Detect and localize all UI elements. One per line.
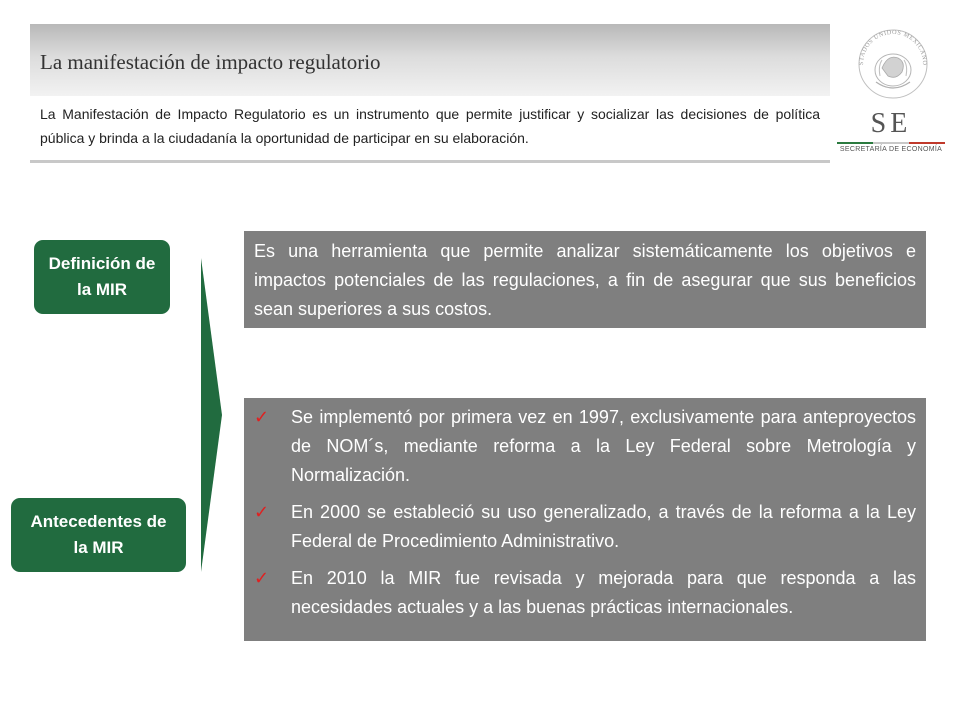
check-icon: ✓ — [254, 502, 270, 522]
antecedentes-label-text: Antecedentes de la MIR — [30, 512, 167, 557]
antecedentes-box — [244, 398, 926, 641]
antecedentes-label — [11, 498, 186, 572]
title-bar — [30, 24, 830, 96]
antecedente-item — [254, 498, 916, 556]
se-stripe-green — [837, 142, 873, 144]
definicion-text: Es una herramienta que permite analizar sistemáticamente los objetivos e impactos potenciales de las regulaciones, a fin de asegurar que sus beneficios sean superiores a sus costos. — [254, 241, 916, 319]
antecedente-item — [254, 564, 916, 622]
secretaria-economia-logo — [835, 108, 947, 158]
antecedente-text: En 2000 se estableció su uso generalizado, a través de la reforma a la Ley Federal de Procedimiento Administrativo. — [291, 502, 916, 551]
check-icon: ✓ — [254, 407, 270, 427]
se-logo-subtitle: SECRETARÍA DE ECONOMÍA — [839, 146, 943, 153]
page-title: La manifestación de impacto regulatorio — [40, 50, 381, 74]
definicion-box — [244, 231, 926, 328]
se-logo-letters: SE — [870, 108, 912, 139]
seal-icon — [850, 24, 936, 100]
check-icon: ✓ — [254, 568, 270, 588]
antecedente-text: Se implementó por primera vez en 1997, exclusivamente para anteproyectos de NOM´s, mediante reforma a la Ley Federal sobre Metrología y Normalización. — [291, 407, 916, 485]
definicion-label — [34, 240, 170, 314]
seal-text: STADOS UNIDOS MEXICANO — [857, 28, 929, 66]
antecedente-text: En 2010 la MIR fue revisada y mejorada para que responda a las necesidades actuales y a las buenas prácticas internacionales. — [291, 568, 916, 617]
se-stripe-red — [909, 142, 945, 144]
definicion-label-text: Definición de la MIR — [48, 254, 156, 299]
antecedente-item — [254, 403, 916, 490]
se-stripe-white — [873, 142, 909, 144]
intro-divider — [30, 160, 830, 163]
intro-text: La Manifestación de Impacto Regulatorio es un instrumento que permite justificar y socializar las decisiones de política pública y brinda a la ciudadanía la oportunidad de participar en su elaboración. — [40, 106, 820, 146]
mexico-seal-logo — [850, 24, 936, 100]
chevron-arrow-icon — [198, 258, 224, 572]
